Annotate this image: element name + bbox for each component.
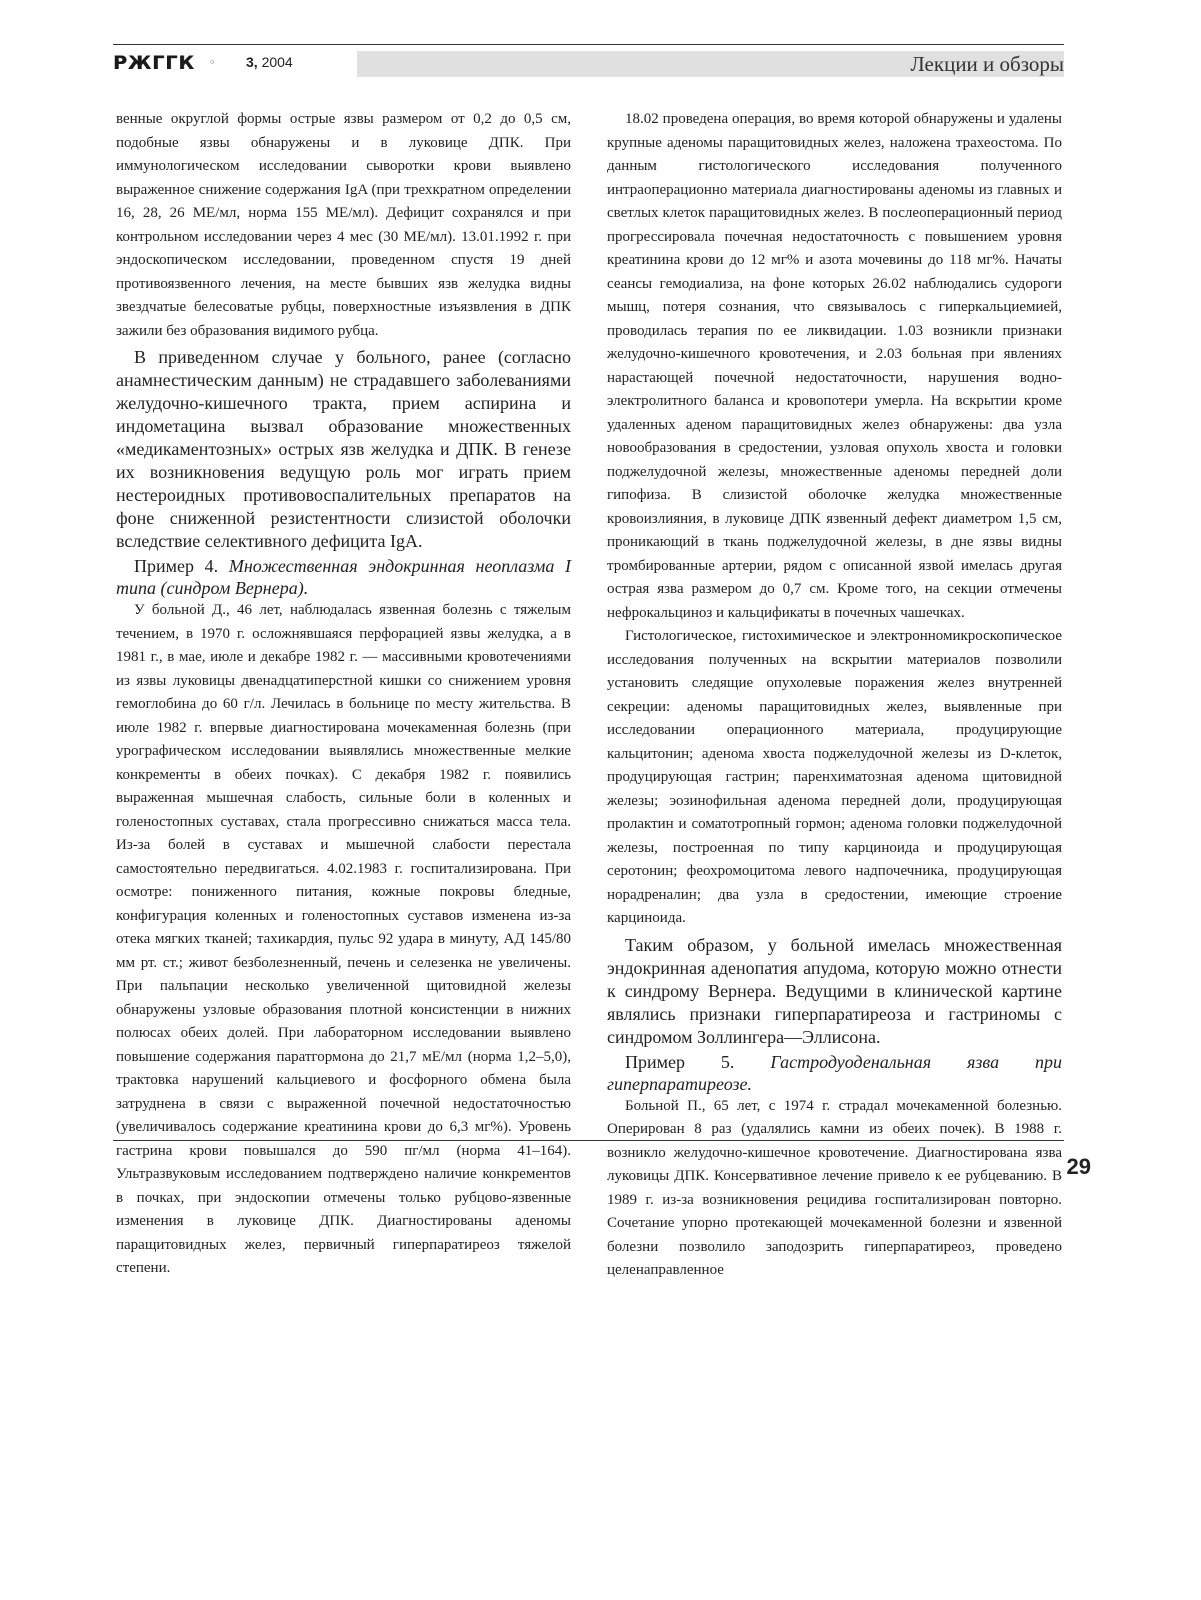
bottom-rule [113, 1140, 1064, 1141]
issue-info [246, 54, 293, 70]
example-heading [607, 1051, 1062, 1095]
example-title: Гастродуоденальная язва при гиперпаратиреозе. [607, 1051, 1063, 1094]
right-column [607, 108, 1062, 1283]
issue-number: 3, [246, 54, 258, 70]
paragraph: Больной П., 65 лет, с 1974 г. страдал мочекаменной болезнью. Оперирован 8 раз (удалялись камни из обеих почек). В 1988 г. возникло желудочно-кишечное кровотечение. Диагностирована язва луковицы ДПК. Консервативное лечение привело к ее рубцеванию. В 1989 г. из-за возникновения рецидива госпитализирован повторно. Сочетание упорно протекающей мочекаменной болезни и язвенной болезни позволило заподозрить гиперпаратиреоз, проведено целенаправленное [607, 1097, 1062, 1278]
section-bar [357, 51, 1064, 77]
running-header [113, 51, 1064, 79]
example-title: Множественная эндокринная неоплазма I типа (синдром Вернера). [116, 556, 571, 598]
paragraph: Таким образом, у больной имелась множественная эндокринная аденопатия апудома, которую можно отнести к синдрому Вернера. Ведущими в клинической картине являлись признаки гиперпаратиреоза и гастриномы с синдромом Золлингера—Эллисона. [607, 934, 1062, 1047]
left-column [116, 108, 571, 1281]
section-title: Лекции и обзоры [910, 52, 1064, 76]
example-label: Пример 4. [134, 556, 219, 576]
paragraph: 18.02 проведена операция, во время которой обнаружены и удалены крупные аденомы паращитовидных желез, наложена трахеостома. По данным гистологического исследования полученного интраоперационно материала диагностированы аденомы из главных и светлых клеток паращитовидных желез. В послеоперационный период прогрессировала почечная недостаточность с повышением уровня креатинина крови до 12 мг% и азота мочевины до 118 мг%. Начаты сеансы гемодиализа, на фоне которых 26.02 наблюдались судороги мышц, потеря сознания, что связывалось с гиперкальциемией, проводилась терапия по ее ликвидации. 1.03 возникли признаки желудочно-кишечного кровотечения, и 2.03 больная при явлениях нарастающей почечной недостаточности, нарушения водно-электролитного баланса и кровопотери умерла. На вскрытии кроме удаленных аденом паращитовидных желез обнаружены: два узла новообразования в средостении, узловая опухоль хвоста и головки поджелудочной железы, множественные аденомы передней доли гипофиза. В слизистой оболочке желудка множественные кровоизлияния, в луковице ДПК язвенный дефект диаметром 1,5 см, проникающий в ткань поджелудочной железы, в дне язвы видны тромбированные артерии, рядом с описанной язвой имелась другая острая язва размером до 0,7 см. Кроме того, на секции отмечены нефрокальциноз и кальцификаты в почечных чашечках. [607, 111, 1062, 621]
paragraph: венные округлой формы острые язвы размером от 0,2 до 0,5 см, подобные язвы обнаружены и в луковице ДПК. При иммунологическом исследовании сыворотки крови выявлено выраженное снижение содержания IgA (при трехкратном определении 16, 28, 26 МЕ/мл, норма 155 МЕ/мл). Дефицит сохранялся и при контрольном исследовании через 4 мес (30 МЕ/мл). 13.01.1992 г. при эндоскопическом исследовании, проведенном спустя 19 дней противоязвенного лечения, на месте бывших язв желудка видны звездчатые белесоватые рубцы, поверхностные изъязвления в ДПК зажили без образования видимого рубца. [116, 111, 571, 339]
example-heading [116, 555, 571, 599]
page-number: 29 [1066, 1154, 1091, 1179]
example-label: Пример 5. [625, 1051, 735, 1072]
paragraph: У больной Д., 46 лет, наблюдалась язвенная болезнь с тяжелым течением, в 1970 г. осложнявшаяся перфорацией язвы желудка, а в 1981 г., в мае, июле и декабре 1982 г. — массивными кровотечениями из язвы луковицы двенадцатиперстной кишки со снижением уровня гемоглобина до 60 г/л. Лечилась в больнице по месту жительства. В июле 1982 г. впервые диагностирована мочекаменная болезнь (при урографическом исследовании выявлялись множественные мелкие конкременты в обеих почках). С декабря 1982 г. появились выраженная мышечная слабость, сильные боли в коленных и голеностопных суставах, стала прогрессивно снижаться масса тела. Из-за болей в суставах и мышечной слабости перестала самостоятельно передвигаться. 4.02.1983 г. госпитализирована. При осмотре: пониженного питания, кожные покровы бледные, конфигурация коленных и голеностопных суставов изменена из-за отека мягких тканей; тахикардия, пульс 92 удара в минуту, АД 145/80 мм рт. ст.; живот безболезненный, печень и селезенка не увеличены. При пальпации несколько увеличенной щитовидной железы обнаружены узловые образования плотной консистенции в нижних полюсах обеих долей. При лабораторном исследовании выявлено повышение содержания паратгормона до 21,7 мЕ/мл (норма 1,2–5,0), трактовка нарушений кальциевого и фосфорного обмена была затруднена в связи с выраженной почечной недостаточностью (увеличивалось содержание креатинина крови до 6,3 мг%). Уровень гастрина крови повышался до 590 пг/мл (норма 41–164). Ультразвуковым исследованием подтверждено наличие конкрементов в почках, при эндоскопии отмечены только рубцово-язвенные изменения в луковице ДПК. Диагностированы аденомы паращитовидных желез, первичный гиперпаратиреоз тяжелой степени. [116, 602, 571, 1276]
journal-logo: РЖГГК [113, 52, 195, 74]
top-rule [113, 44, 1064, 45]
issue-year: 2004 [261, 54, 293, 70]
paragraph: В приведенном случае у больного, ранее (согласно анамнестическим данным) не страдавшего заболеваниями желудочно-кишечного тракта, прием аспирина и индометацина вызвал образование множественных «медикаментозных» острых язв желудка и ДПК. В генезе их возникновения ведущую роль мог играть прием нестероидных противовоспалительных препаратов на фоне сниженной резистентности слизистой оболочки вследствие селективного дефицита IgA. [116, 347, 571, 551]
paragraph: Гистологическое, гистохимическое и электронномикроскопическое исследования полученных на вскрытии материалов позволили установить следящие опухолевые поражения желез внутренней секреции: аденомы паращитовидных желез, выявленные при исследовании операционного материала, продуцирующие кальцитонин; аденома хвоста поджелудочной железы из D-клеток, продуцирующая гастрин; паренхиматозная аденома щитовидной железы; эозинофильная аденома передней доли, продуцирующая пролактин и соматотропный гормон; аденома головки поджелудочной железы, построенная по типу карциноида и продуцирующая серотонин; феохромоцитома левого надпочечника, продуцирующая норадреналин; два узла в средостении, имеющие строение карциноида. [607, 628, 1062, 926]
bullet-icon: ◦ [209, 56, 216, 69]
